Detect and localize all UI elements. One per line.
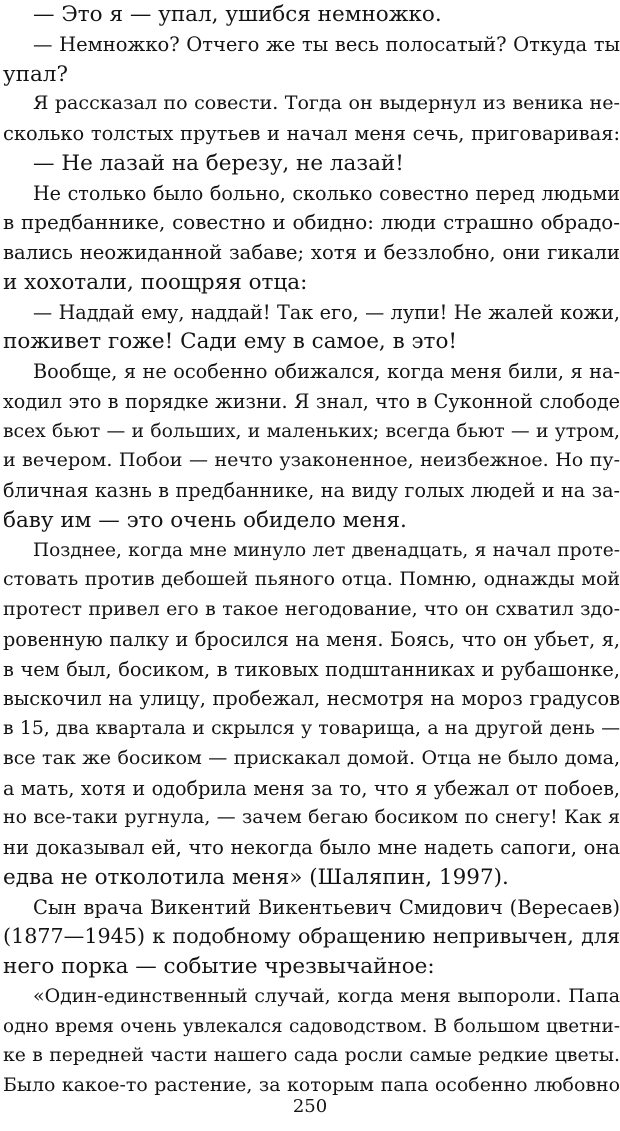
text-line: и хохотали, поощряя отца: (3, 269, 308, 295)
text-line: Я рассказал по совести. Тогда он выдернул из веника не- (33, 92, 620, 115)
text-line: «Один-единственный случай, когда меня выпороли. Папа (33, 984, 620, 1007)
text-line: поживет гоже! Сади ему в самое, в это! (3, 329, 458, 355)
text-line: баву им — это очень обидело меня. (3, 507, 407, 533)
text-line: сколько толстых прутьев и начал меня сечь, приговаривая: (3, 122, 620, 145)
text-line: выскочил на улицу, пробежал, несмотря на мороз градусов (3, 687, 620, 711)
text-line: ни доказывал ей, что некогда было мне надеть сапоги, она (3, 836, 620, 859)
text-line: Позднее, когда мне минуло лет двенадцать, я начал проте- (33, 539, 620, 561)
text-line: и вечером. Побои — нечто узаконенное, неизбежное. Но пу- (3, 449, 620, 472)
text-line: Вообще, я не особенно обижался, когда меня били, я на- (33, 360, 620, 383)
text-line: вались неожиданной забаве; хотя и беззлобно, они гикали (3, 241, 620, 264)
text-line: всех бьют — и больших, и маленьких; всегда бьют — и утром, (3, 420, 620, 442)
text-line: бличная казнь в предбаннике, на виду голых людей и на за- (3, 479, 620, 502)
body-text (3, 0, 620, 1101)
text-line: ходил это в порядке жизни. Я знал, что в Суконной слободе (3, 389, 620, 413)
text-line: — Немножко? Отчего же ты весь полосатый? Откуда ты (33, 32, 620, 56)
text-line: — Не лазай на березу, не лазай! (33, 150, 404, 176)
text-line: а мать, хотя и одобрила меня за то, что я убежал от побоев, (3, 776, 620, 800)
text-line: Не столько было больно, сколько совестно перед людьми (33, 181, 620, 205)
text-line: — Это я — упал, ушибся немножко. (33, 2, 442, 27)
text-line: Было какое-то растение, за которым папа особенно любовно (3, 1074, 620, 1096)
text-line: упал? (3, 61, 68, 87)
text-line: Сын врача Викентий Викентьевич Смидович (Вересаев) (33, 895, 620, 919)
text-line: — Наддай ему, наддай! Так его, — лупи! Не жалей кожи, (33, 300, 620, 324)
text-line: едва не отколотила меня» (Шаляпин, 1997). (3, 864, 509, 890)
text-line: в предбаннике, совестно и обидно: люди страшно обрадо- (3, 211, 620, 235)
text-line: в чем был, босиком, в тиковых подштанниках и рубашонке, (3, 657, 620, 681)
page-number: 250 (292, 1096, 328, 1117)
text-line: в 15, два квартала и скрылся у товарища, а на другой день — (3, 718, 620, 739)
text-line: одно время очень увлекался садоводством. В большом цветни- (3, 1015, 620, 1037)
text-line: стовать против дебошей пьяного отца. Помню, однажды мой (3, 568, 620, 591)
text-line: (1877—1945) к подобному обращению непривычен, для (3, 924, 620, 949)
text-line: ке в передней части нашего сада росли самые редкие цветы. (3, 1045, 620, 1067)
text-line: протест привел его в такое негодование, что он схватил здо- (3, 598, 620, 620)
text-line: все так же босиком — прискакал домой. Отца не было дома, (3, 746, 620, 769)
text-line: но все-таки ругнула, — зачем бегаю босиком по снегу! Как я (3, 806, 620, 829)
text-line: него порка — событие чрезвычайное: (3, 954, 435, 979)
text-line: ровенную палку и бросился на меня. Боясь, что он убьет, я, (3, 627, 620, 651)
